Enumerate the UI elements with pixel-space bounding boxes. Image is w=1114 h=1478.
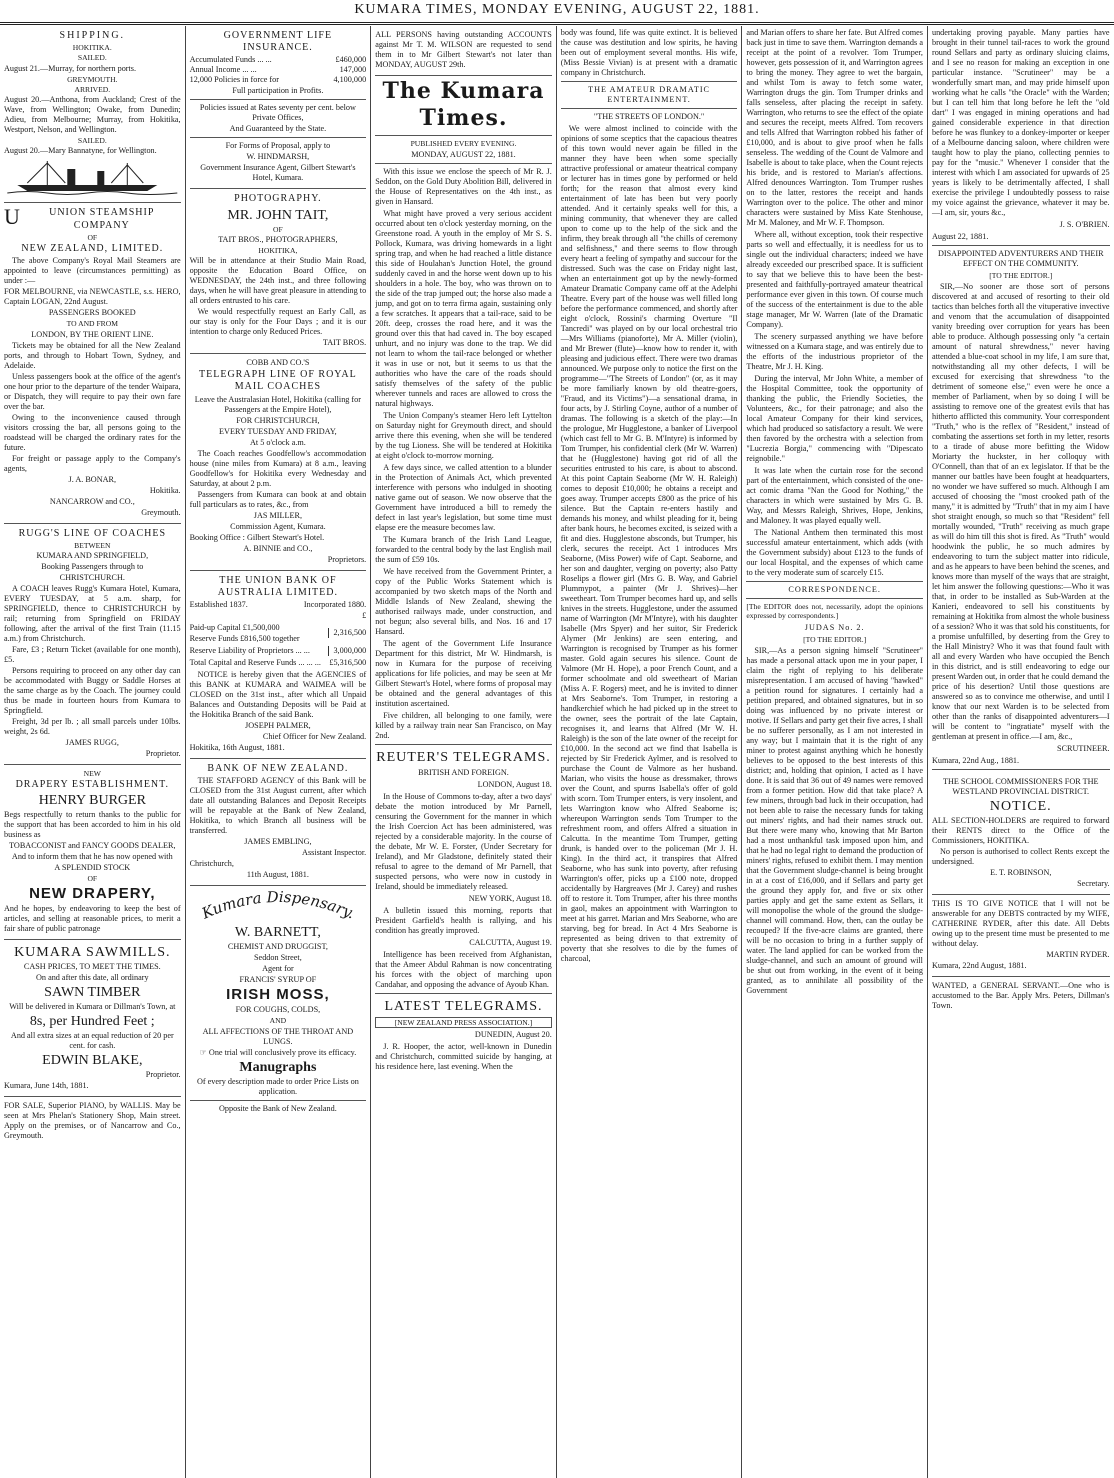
ad-text: A SPLENDID STOCK: [54, 863, 131, 873]
ad-title: BANK OF NEW ZEALAND.: [207, 762, 349, 774]
ad-text: FOR COUGHS, COLDS,: [235, 1005, 321, 1015]
ad-title: W. BARNETT,: [234, 925, 321, 941]
ad-text: Government Insurance Agent, Gilbert Stewart's Hotel, Kumara.: [200, 163, 356, 183]
article-paragraph: and Marian offers to share her fate. But Alfred comes back just in time to save them. Warrington demands a receipt at the point of a revolver. Tom Trumper, however, gets possession of it, and Warrington agrees to bring the money. They agree to wet the bargain, and whilst Tom is away to fetch some water, Warrington drugs the gin. Tom Trumper drinks and falls senseless, after placing the receipt in safety. Warrington, who returns to see the effect of the opiate and secures the receipt, meets Alfred. Tom recovers and tells Alfred that Warrington robbed his father of £10,000, and is about to give proof when he falls senseless. The wedding of the Count de Valmore and Isabelle is about to take place, when the Count rejects his bride, and is restored to Marian's affections. Alfred denounces Warrington. Tom Trumper rushes on to the latter, restores the receipt and hands Warrington over to the police. The other and minor characters were sustained by Miss Kate Stenhouse, Mr M. Maloney, and Mr W. F. Thompson.: [746, 28, 923, 227]
article-paragraph: Where all, without exception, took their respective parts so well and effectually, it is needless for us to single out the individual characters; indeed we have already exceeded our prescribed space. It is sufficient to say that we believe this to have been the best-presented and faithfully-portrayed amateur theatrical performance ever given in this town. Of course much of the success of the entertainment is due to the able stage manager, Mr W. Warren (late of the Dramatic Company).: [746, 230, 923, 329]
signature: EDWIN BLAKE,: [42, 1053, 143, 1069]
letter-paragraph: SIR,—No sooner are those sort of persons discovered at and accused of resorting to their old tactics than belches forth all the vituperative invective and venom that the accumulation of disappointed vanity breeding over corruption for years has been able to produce. Although possessing only "a certain amount of natural shrewdness," never having attended a blue-coat school in my life, I am sure that, notwithstanding all my other defects, I will be excused for exercising that shrewdness "to the detriment of someone else," even were he once a member of Parliament, when by so doing I will be assisting to remove one of the greatest evils that has hitherto afflicted this community. Your correspondent "Truth," who is the reflex of "Resident," instead of combating the assertions set forth in my letter, resorts to a tirade of abuse more befitting the Widow Moriarty the huckster, in her colloquy with O'Connell, than that of an ex legislator. If that be the manner our battles have been fought at headquarters, no wonder we have suffered so much. Although I am accused of choosing the "most crooked path of the many," it is admitted by "Truth" that in my aim I have shot straight enough, so much so that "Resident" fell mortally wounded, "Truth" receiving as much grape as will do him till this shot is fired. As "Truth" would hoodwink the public, he so much admires by endeavoring to turn the subject matter into ridicule, and as he appears to have been behind the scenes, and knows more than myself of the ways that are straight, let him answer the following questions:—Who it was that, in order to be installed as Sub-Warden at the Kanieri, endeavored to sell his constituents by remaining at Hokitika from almost the whole business of a session? Who it was that sold his constituents, for a promise unfulfilled, by deserting from the Grey to the Hall Ministry? Who it was that found fault with all and every Warden who have occupied the Bench in this district, and is still endeavoring to edge our present Warden out, in order that he could demand the price of his desertion? Until those questions are answered so as to convince me otherwise, and until I know that our next Warden is to be selected from other than the ranks of disappointed adventurers—I will be content to "ingratiate" myself with the gentleman at present in office.—I am, &c.,: [931, 282, 1110, 742]
article-paragraph: The National Anthem then terminated this most successful amateur entertainment, which adds (with the Government subsidy) about £123 to the funds of our local Hospital, and the expenses of which came to the very moderate sum of scarcely £15.: [746, 528, 923, 577]
ad-text: Hokitika, 16th August, 1881.: [189, 742, 285, 752]
ad-text: Booking Office : Gilbert Stewart's Hotel.: [189, 532, 325, 542]
dateline: LONDON, August 18.: [477, 779, 552, 789]
article-heading: THE AMATEUR DRAMATIC ENTERTAINMENT.: [588, 85, 711, 104]
ad-text: 11th August, 1881.: [246, 870, 309, 880]
signature: JAMES RUGG,: [65, 737, 119, 747]
ad-text: We would respectfully request an Early Call, as our stay is only for the Four Days ; and it is our intention to charge only Reduced Prices.: [189, 307, 367, 337]
ad-text: TAIT BROS., PHOTOGRAPHERS,: [218, 234, 338, 244]
ad-text: The Coach reaches Goodfellow's accommodation house (nine miles from Kumara) at 8 a.m., leaving Goodfellow's for Hokitika every Wednesday and Saturday, at about 2 p.m.: [189, 448, 367, 488]
ad-text: THIS IS TO GIVE NOTICE that I will not be answerable for any DEBTS contracted by my WIFE, CATHERINE RYDER, after this date. All Debts owing up to the present time must be presented to me without delay.: [931, 899, 1110, 949]
drapery-ad: [4, 765, 181, 940]
pointing-hand-icon: ☞: [199, 1047, 207, 1057]
signature: JAS MILLER,: [253, 510, 302, 520]
ad-text: ALL SECTION-HOLDERS are required to forward their RENTS direct to the Office of the Commissioners, HOKITIKA.: [931, 816, 1110, 846]
ad-text: 12,000 Policies in force for: [189, 75, 279, 85]
ad-text: FOR CHRISTCHURCH,: [236, 415, 320, 425]
column-2: [186, 26, 372, 1478]
ad-text: Opposite the Bank of New Zealand.: [219, 1103, 337, 1113]
ad-text: KUMARA AND SPRINGFIELD,: [36, 550, 149, 560]
ad-text: Full participation in Profits.: [232, 86, 324, 96]
ad-title: THE SCHOOL COMMISSIONERS FOR THE WESTLAND PROVINCIAL DISTRICT.: [942, 777, 1099, 797]
ad-text: For Forms of Proposal, apply to: [225, 141, 331, 151]
article-paragraph: It was late when the curtain rose for the second part of the entertainment, which consisted of the one-act comic drama "Nan the Good for Nothing," the characters in which were sustained by Mrs G. B. Way, and Messrs Raleigh, Shrives, Hope, Jenkins, and Maloney. It was played equally well.: [746, 466, 923, 525]
article-paragraph: J. R. Hooper, the actor, well-known in Dunedin and Christchurch, committed suicide by hanging, at his residence here, last evening. When the: [375, 1042, 552, 1072]
letter-address: [TO THE EDITOR.]: [803, 634, 867, 644]
article-subheading: "THE STREETS OF LONDON.": [593, 112, 705, 121]
reuters-heading: REUTER'S TELEGRAMS.: [376, 749, 551, 765]
union-bank-ad: [190, 571, 367, 759]
signature: JOSEPH PALMER,: [245, 720, 311, 730]
ad-text: BETWEEN: [74, 540, 111, 550]
ad-value: £460,000: [335, 55, 367, 65]
ad-text: Kumara, 22nd August, 1881.: [931, 961, 1027, 971]
ad-title: RUGG'S LINE OF COACHES: [18, 527, 167, 539]
signature: JAMES EMBLING,: [244, 837, 312, 847]
ad-text: HOKITIKA,: [258, 245, 298, 255]
ad-value: 2,316,500: [328, 628, 366, 638]
shipping-title: SHIPPING.: [59, 30, 126, 41]
ad-title: Manugraphs: [239, 1059, 317, 1075]
newspaper-nameplate: The Kumara Times.: [382, 78, 545, 131]
press-association-label: [NEW ZEALAND PRESS ASSOCIATION.]: [375, 1017, 552, 1028]
letter-heading: DISAPPOINTED ADVENTURERS AND THEIR EFFECT ON THE COMMUNITY.: [937, 249, 1104, 268]
signature: A. BINNIE and CO.,: [243, 543, 313, 553]
ad-text: Reserve Liability of Proprietors ... ...: [189, 645, 310, 655]
ad-text: Booking Passengers through to: [41, 561, 144, 571]
ad-text: Policies issued at Rates seventy per cent. below Private Offices,: [199, 103, 356, 123]
signature: Chief Officer for New Zealand.: [262, 731, 367, 741]
rugg-coaches-ad: [4, 524, 181, 765]
ad-text: And to inform them that he has now opened with: [11, 852, 173, 862]
cobb-coaches-ad: [190, 354, 367, 570]
dateline: DUNEDIN, August 20.: [474, 1030, 552, 1040]
ad-text: Christchurch,: [189, 859, 234, 869]
ad-text: LONDON, BY THE ORIENT LINE.: [31, 329, 154, 339]
ad-text: Of every description made to order Price Lists on application.: [196, 1076, 359, 1096]
piano-ad: [4, 1097, 181, 1146]
ad-text: OF: [273, 224, 283, 234]
port-hokitika: HOKITIKA.: [72, 43, 112, 53]
signature: W. HINDMARSH,: [246, 152, 310, 162]
ad-text: Incorporated 1880.: [303, 599, 367, 609]
ad-text: CASH PRICES, TO MEET THE TIMES.: [23, 962, 161, 972]
ad-text: AND: [269, 1016, 287, 1026]
letter-date: August 22, 1881.: [931, 232, 989, 241]
signature: Secretary.: [1077, 879, 1110, 889]
ad-value: £5,316,500: [329, 657, 367, 667]
ad-text: FRANCIS' SYRUP OF: [239, 975, 317, 985]
ad-text: NEW: [83, 768, 101, 778]
signature: Hokitika.: [149, 485, 181, 495]
ad-text: A COACH leaves Rugg's Kumara Hotel, Kumara, EVERY TUESDAY, at 5 a.m. sharp, for SPRINGFIELD, thence to CHRISTCHURCH by rail; returning from Springfield on FRIDAY following, after the arrival of the first Train (11.15 a.m.) from Christchurch.: [4, 583, 181, 643]
government-life-ad: [190, 26, 367, 189]
article-paragraph: The scenery surpassed anything we have before witnessed on a Kumara stage, and was entirely due to the efforts of the industrious proprietor of the Theatre, Mr J. H. King.: [746, 332, 923, 371]
ad-title: DRAPERY ESTABLISHMENT.: [15, 779, 170, 791]
ad-title: THE UNION BANK OF AUSTRALIA LIMITED.: [217, 574, 338, 598]
article-paragraph: With this issue we enclose the speech of Mr R. J. Seddon, on the Gold Duty Abolition Bill, delivered in the House of Representatives on the 4th inst., as given in Hansard.: [375, 166, 552, 206]
steamship-icon: [4, 157, 181, 195]
ad-text: Freight, 3d per lb. ; all small parcels under 10lbs. weight, 2s 6d.: [4, 716, 181, 736]
wanted-ad: [932, 977, 1110, 1016]
shipping-notice: [4, 26, 181, 203]
article-paragraph: The Kumara branch of the Irish Land League, forwarded to the central body by the last English mail the sum of £59 10s.: [375, 534, 552, 564]
port-greymouth: GREYMOUTH.: [67, 74, 118, 84]
photography-ad: [190, 189, 367, 354]
column-6: [928, 26, 1114, 1478]
ad-text: Accumulated Funds ... ...: [189, 55, 272, 65]
signature: NANCARROW and CO.,: [49, 496, 135, 506]
ad-text: Begs respectfully to return thanks to the public for the support that has been accorded to him in his old business as: [4, 810, 181, 840]
bank-nz-ad: [190, 759, 367, 886]
ad-value: 3,000,000: [328, 646, 366, 656]
column-1: [0, 26, 186, 1478]
signature: TAIT BROS.: [322, 338, 367, 348]
letter-heading: JUDAS No. 2.: [804, 622, 865, 632]
ad-text: For freight or passage apply to the Company's agents,: [4, 453, 181, 473]
published-line: PUBLISHED EVERY EVENING.: [410, 138, 517, 148]
editor-note: [The EDITOR does not, necessarily, adopt the opinions expressed by correspondents.]: [746, 602, 923, 621]
sailed-label: SAILED.: [77, 136, 107, 146]
ad-title: NEW ZEALAND, LIMITED.: [21, 243, 164, 255]
signature: Assistant Inspector.: [302, 848, 367, 858]
ad-text: CHEMIST AND DRUGGIST,: [227, 942, 328, 952]
column-3: [371, 26, 557, 1478]
section-subheading: BRITISH AND FOREIGN.: [418, 767, 509, 777]
newspaper-page: [0, 26, 1114, 1478]
ad-text: FOR MELBOURNE, via NEWCASTLE, s.s. HERO, Captain LOGAN, 22nd August.: [4, 287, 181, 307]
letter-address: [TO THE EDITOR.]: [989, 271, 1053, 280]
ad-text: Tickets may be obtained for all the New Zealand ports, and through to Hobart Town, Sydney, and Adelaide.: [4, 340, 181, 370]
dateline: CALCUTTA, August 19.: [469, 937, 552, 947]
article-paragraph: Intelligence has been received from Afghanistan, that the Ameer Abdul Rahman is now concentrating his forces with the object of marching upon Candahar, and opposing the advance of Ayoub Khan.: [375, 949, 552, 989]
article-paragraph: A few days since, we called attention to a blunder in the Protection of Animals Act, which prevented interference with persons who indulged in shooting native game out of season. We now observe that the Government have introduced a bill to remedy the defect in last year's legislation, but some time must elapse ere the measure becomes law.: [375, 462, 552, 532]
ad-text: Established 1837.: [189, 599, 248, 609]
ad-title: HENRY BURGER: [38, 793, 146, 809]
ad-text: Will be in attendance at their Studio Main Road, opposite the Education Board Office, on WEDNESDAY, the 24th inst., and three following days, when he will have great pleasure in attending to all orders entrusted to his care.: [189, 256, 367, 306]
correspondence-heading: CORRESPONDENCE.: [788, 585, 881, 594]
dispensary-ad: [190, 886, 367, 1119]
signature: E. T. ROBINSON,: [990, 868, 1052, 878]
ad-text: Total Capital and Reserve Funds ... ... ...: [189, 657, 321, 667]
sailed-label: SAILED.: [77, 53, 107, 63]
ryder-notice: [932, 895, 1110, 977]
ad-text: Owing to the inconvenience caused through visitors crossing the bar, all persons going to the roadstead will be charged the ordinary rates for the future.: [4, 412, 181, 452]
shipping-entry: August 20.—Mary Bannatyne, for Wellington.: [4, 146, 157, 156]
ad-text: £: [362, 610, 367, 620]
ad-text: THE STAFFORD AGENCY of this Bank will be CLOSED from the 31st August current, after which date all outstanding Balances and Deposit Receipts will be repayable at the Bank of New Zealand, Hokitika, to which Branch all business will be transferred.: [189, 776, 367, 836]
ad-title: MR. JOHN TAIT,: [227, 207, 329, 223]
ad-text: PASSENGERS BOOKED: [48, 308, 136, 318]
article-paragraph: The agent of the Government Life Insurance Department for this district, Mr W. Hindmarsh, is now in Kumara for the purpose of receiving applications for life policies, and may be seen at Mr Gilbert Stewart's Hotel, where forms of proposal may be obtained and the general advantages of this institution ascertained.: [375, 638, 552, 708]
signature: J. A. BONAR,: [68, 474, 117, 484]
ad-value: 4,100,000: [333, 75, 367, 85]
issue-date: MONDAY, AUGUST 22, 1881.: [411, 149, 516, 159]
ad-title: TELEGRAPH LINE OF ROYAL MAIL COACHES: [199, 369, 357, 393]
ad-text: Paid-up Capital £1,500,000: [189, 622, 280, 632]
svg-text:Kumara Dispensary.: Kumara Dispensary.: [198, 889, 358, 923]
ad-text: Fare, £3 ; Return Ticket (available for one month), £5.: [4, 644, 181, 664]
signature: SCRUTINEER.: [1057, 744, 1110, 754]
ad-text: OF: [87, 874, 98, 884]
ad-text: FOR SALE, Superior PIANO, by WALLIS. May be seen at Mrs Phelan's Stationery Shop, Main street. Apply on the premises, or of Nancarrow and Co., Greymouth.: [4, 1101, 181, 1141]
union-steamship-ad: U UNION STEAMSHIP COMPANY OF NEW ZEALAND, LIMITED. The above Company's Royal Mail Steamers are appointed to leave (circumstances permitting) as under :— FOR MELBOURNE, via NEWCASTLE, s.s. HERO, Captain LOGAN, 22nd August. PASSENGERS BOOKED TO AND FROM LONDON, BY THE ORIENT LINE. Tickets may be obtained for all the New Zealand ports, and through to Hobart Town, Sydney, and Adelaide. Unless passengers book at the office of the agent's one hour prior to the departure of the tender Waipara, or Dispatch, they will require to pay their own fare over the bar. Owing to the inconvenience caused through visitors crossing the bar, all persons going to the roadstead will be charged the ordinary rates for the future. For freight or passage apply to the Company's agents, J. A. BONAR, Hokitika. NANCARROW and CO., Greymouth.: [4, 203, 181, 523]
article-paragraph: We were almost inclined to coincide with the opinions of some sceptics that the capacious theatres of this town would never again be filled in the manner they have been when some specially attractive professional or amateur theatrical company or lecturer has in times gone by performed or held forth; for the reason that almost every kind entertainment of late has been but very poorly attended. And it certainly speaks well for this, a mining community, that whenever they are called upon to come up to the help of the sick and the infirm, they break through all "the chills of ceremony and selfishness," and there seems to flow through every heart a feeling of sympathy and succour for the distressed. Such was the case on Friday night last, when an entertainment got up by the newly-formed Amateur Dramatic Company came off at the Adelphi Theatre. Every part of the house was well filled long before the performance commenced, and shortly after eight o'clock, Rossini's charming Overture "Il Tancredi" was played on by our local orchestral trio—Mrs Williams (pianoforte), Mr A. Miller (violin), and Mr Brewer (flute)—know how to render it, with pleasing and judicious effect. There were two dramas announced. We purpose only to notice the first on the programme—"The Streets of London" (or, as it may be more familiarly known by old theatre-goers, "Fraud, and its Victims")—a sensational drama, in four acts, by J. Stirling Coyne, author of a number of dramas. The following is a sketch of the play:—In the prologue, Mr Hugglestone, a banker of Liverpool (which cast fell to Mr G. B. M'Intyre) is informed by Tom Trumper, his confidential clerk (Mr W. Warren) that he (Hugglestone) having got rid of all the securities entrusted to his care, is about to abscond. At this point Captain Seaborne (Mr W. H. Raleigh) comes to deposit £10,000; he obtains a receipt and goes away. Trumper accepts £800 as the price of his silence. But the Captain re-enters hastily and demands his money, and whilst pleading for it, being after bank hours, he becomes excited, is seized with a fit and dies. Hugglestone absconds, but Trumper, his clerk, secures the receipt. Act 1 introduces Mrs Seaborne, (Miss Power) wife of Capt. Seaborne, and her son and daughter, verging on poverty; also Patty Roselips a flower girl (Mrs G. B. Way, and Gabriel Plummypot, a painter (Mr J. Shrives)—her sweetheart. Tom Trumper becomes hard up, and sells knives in the streets. Hugglestone, under the assumed name of Warrington (Mr M'Intyre), with his daughter Isabelle (Mrs Spyer) and her suitor, Sir Frederick Alymer (Mr Jenkins) are seen entering, and Warrington is recognised by Trumper as his former master. Gold again secures his silence. Count de Valmore (Mr H. Hope), a poor French Count, and a former schoolmate and old sweetheart of Marian (Miss A. F. Rogers) meet, and he is invited to dinner at Mrs Seaborne's. Tom Trumper, in restoring a handkerchief which he had picked up in the street to the owner, sees the portrait of the late Captain, recognises it, and learns that Alfred (Mr W. H. Raleigh) is the son of the late owner of the receipt for £10,000. In the second act we find that Isabella is rejected by Sir Frederick Aylmer, and is resolved to purchase the Count de Valmore as her husband. Marian, who visits the house as dressmaker, throws over the Count, and spurns Isabella's offer of gold with scorn. Tom Trumper enters, is very insolent, and lets Warrington know who Alfred Seaborne is; whereupon Warrington sends Tom Trumper to the refreshment room, and offers Alfred a situation in Calcutta. In the meantime Tom Trumper, getting drunk, is handed over to the policeman (Mr J. H. King). In the third act, it transpires that Alfred Seaborne, who has sunk into poverty, after refusing Warrington's offer, picks up a £100 note, dropped accidentally by Hargreaves (Mr J. Carey) and rushes off to restore it. Tom Trumper, after his three months in gaol, makes an appointment with Warrington to meet at his garret. Marian and Mrs Seaborne, who are starving, beg for bread. In Act 4 Mrs Seaborne is represented as being driven to that extremity of poverty that she resolves to die by the fumes of charcoal,: [560, 124, 738, 963]
ad-title: SAWN TIMBER: [44, 985, 141, 1001]
dispensary-arched-title: [190, 889, 367, 923]
ad-text: Will be delivered in Kumara or Dillman's Town, at: [9, 1002, 176, 1012]
ad-value: 147,000: [339, 65, 367, 75]
signature: Proprietor.: [145, 748, 181, 758]
article-paragraph: Five children, all belonging to one family, were killed by a railway train near San Francisco, on May 2nd.: [375, 710, 552, 740]
ad-title: IRISH MOSS,: [226, 986, 330, 1004]
ad-text: And all extra sizes at an equal reduction of 20 per cent. for cash.: [10, 1031, 174, 1051]
ad-title: NEW DRAPERY,: [29, 884, 156, 902]
ad-text: Persons requiring to proceed on any other day can be accommodated with Buggy or Saddle Horses at the same charge as by the Coach. The journey could thus be made in fourteen hours from Kumara to Springfield.: [4, 665, 181, 715]
ad-text: One trial will conclusively prove its efficacy.: [208, 1047, 357, 1057]
ad-title: NOTICE.: [989, 799, 1052, 815]
shipping-entry: August 20.—Anthona, from Auckland; Crest of the Wave, from Wellington; Owake, from Dunedin; Adieu, from Melbourne; Murray, from Hokitika, Westport, Nelson, and Wellington.: [4, 95, 181, 135]
signature: Proprietor.: [145, 1070, 181, 1080]
ad-text: And he hopes, by endeavoring to keep the best of articles, and selling at reasonable prices, to merit a fair share of public patronage: [4, 904, 181, 933]
ad-text: On and after this date, all ordinary: [36, 973, 149, 983]
ad-text: And Guaranteed by the State.: [229, 124, 327, 134]
ad-text: OF: [87, 232, 98, 242]
article-paragraph: body was found, life was quite extinct. It is believed the cause was destitution and low spirits, he having been out of employment several months. His wife, (Miss Bessie Vivian) is at present with a dramatic company in Christchurch.: [560, 28, 738, 77]
ad-title: UNION STEAMSHIP COMPANY: [49, 207, 155, 231]
ad-title: KUMARA SAWMILLS.: [14, 945, 171, 960]
masthead: KUMARA TIMES, MONDAY EVENING, AUGUST 22, 1881.: [0, 0, 1114, 25]
article-paragraph: In the House of Commons to-day, after a two days' debate the motion introduced by Mr Parnell, censuring the Government for the manner in which the Irish Coercion Act has been administered, was rejected by a considerable majority. In the course of the debate, Mr W. E. Forster, (Under Secretary for Ireland), and Mr Gladstone, definitely stated their refusal to agree to the demand of Mr Parnell, that suspected persons, who were now in custody in Ireland, should be immediately released.: [375, 791, 552, 891]
shipping-entry: August 21.—Murray, for northern ports.: [4, 63, 137, 73]
signature: MARTIN RYDER.: [1046, 950, 1110, 960]
article-paragraph: The Union Company's steamer Hero left Lyttelton on Saturday night for Greymouth direct, and should arrive there this evening, when she will be tendered by the tug Lioness. She will be tendered at Hokitika at eight o'clock to-morrow morning.: [375, 410, 552, 460]
arrived-label: ARRIVED.: [74, 84, 111, 94]
ad-text: Seddon Street,: [254, 953, 302, 963]
ad-text: The above Company's Royal Mail Steamers are appointed to leave (circumstances permitting) as under :—: [4, 256, 181, 286]
column-5: [742, 26, 928, 1478]
ad-text: Passengers from Kumara can book at and obtain full particulars as to rates, &c., from: [189, 489, 367, 509]
wilson-notice: [375, 26, 552, 76]
letter-date: Kumara, 22nd Aug., 1881.: [931, 756, 1020, 766]
ad-text: NOTICE is hereby given that the AGENCIES of this BANK at KUMARA and WAIMEA will be CLOSED on the 31st inst., after which all Unpaid Balances and Outstanding Deposits will be Paid at the Hokitika Branch of the said Bank.: [189, 669, 367, 719]
article-paragraph: We have received from the Government Printer, a copy of the Public Works Statement which is accompanied by two sketch maps of the North and Middle Islands of New Zealand, shewing the authorised railways made, under construction, and not begun; also several bills, and Nos. 16 and 17 Hansard.: [375, 566, 552, 636]
ad-title: COBB AND CO.'S: [246, 358, 310, 368]
ad-text: WANTED, a GENERAL SERVANT.—One who is accustomed to the Bar. Apply Mrs. Peters, Dillman's Town.: [931, 981, 1110, 1011]
ad-text: Kumara, June 14th, 1881.: [4, 1081, 89, 1091]
ad-text: At 5 o'clock a.m.: [249, 437, 306, 447]
ad-text: EVERY TUESDAY AND FRIDAY,: [219, 426, 337, 436]
ad-text: Annual Income ... ...: [189, 65, 257, 75]
signature: Greymouth.: [141, 507, 181, 517]
ad-text: TO AND FROM: [66, 319, 118, 329]
ad-text: Reserve Funds £816,500 together: [189, 633, 300, 643]
dateline: NEW YORK, August 18.: [468, 893, 552, 903]
signature: Proprietors.: [327, 554, 367, 564]
signature: J. S. O'BRIEN.: [1059, 220, 1110, 229]
ad-text: Leave the Australasian Hotel, Hokitika (calling for Passengers at the Empire Hotel),: [194, 394, 361, 414]
ad-text: Unless passengers book at the office of the agent's one hour prior to the departure of the tender Waipara, or Dispatch, they will require to pay their own fare over the bar.: [4, 371, 181, 411]
article-paragraph: During the interval, Mr John White, a member of the Hospital Committee, took the opportunity of thanking the public, the Friendly Societies, the Volunteers, &c., for their patronage; and also the local Amateur Company for their kind services, which had produced so satisfactory a result. We were then favored by the orchestra with a selection from "Lucrezia Borgia," commencing with "Dipescato reignobile.": [746, 374, 923, 463]
article-paragraph: What might have proved a very serious accident occurred about ten o'clock yesterday morning, on the Greenstone road. A youth in the employ of Mr S. S. Pollock, Kumara, was driving homewards in a light spring trap, and when he had reached a little distance this side of Houlahan's Junction Hotel, the ground suddenly caved in and the horse went down up to his shoulders in a hole. The boy, who was thrown on to the side of the trap jumped out; the horse also made a jump, and got on to terra firma again, sustaining only a few scratches. It appears that a tail-race, said to be 20ft. deep, crosses the road here, and it was the ground over this that had caved in. The boy escaped unhurt, and no injury was done to the trap. We did not learn to whom the tail-race belonged or whether it was in use or not, but it seems to us that the authorities who have the care of the roads should satisfy themselves of the safety of the public wherever tunnels and races are allowed to cross the natural highways.: [375, 208, 552, 408]
sawmills-ad: [4, 940, 181, 1097]
ad-text: ALL AFFECTIONS OF THE THROAT AND LUNGS.: [202, 1026, 354, 1046]
ad-text: TOBACCONIST and FANCY GOODS DEALER,: [9, 841, 176, 851]
school-commissioners-notice: [932, 773, 1110, 895]
ad-title: 8s, per Hundred Feet ;: [29, 1014, 155, 1030]
ad-text: ALL PERSONS having outstanding ACCOUNTS against Mr T. M. WILSON are requested to send them in to Mr Gilbert Stewart's not later than MONDAY, AUGUST 29th.: [375, 30, 552, 69]
column-4: [557, 26, 743, 1478]
ad-text: No person is authorised to collect Rents except the undersigned.: [931, 847, 1110, 867]
letter-paragraph: undertaking proving payable. Many parties have brought in their tunnel tail-races to work the ground round Sellars and party as ordinary sluicing claims, and I see no reason for making an exception in one particular instance. "Scrutineer" may be a wonderfully smart man, and may pride himself upon working what he calls "the Oracle" with the Warden; but I can tell him that long before he left the "old dart" I was engaged in mining operations and had gained considerable experience in that direction before he was flunkey to a donkey-importer or keeper of a Melbourne dancing saloon, where children were taught how to play the piano, collecting pennies to pay for the "music." Whenever I consider that the interest with which I am associated for upwards of 25 years is likely to be detrimentally affected, I shall exercise the privilege I undoubtedly possess to raise my voice against the grievance, whatever it may be.—I am, sir, yours &c.,: [931, 28, 1110, 217]
letter-paragraph: SIR,—As a person signing himself "Scrutineer" has made a personal attack upon me in your paper, I claim the right of replying to his deliberate misrepresentation. I am accused of having "hawked" a petition round for signatures. I certainly had a petition prepared, and obtained signatures, but in so doing was influenced by no private interest or motive. If Sellars and party get their five acres, I shall be no sufferer personally, as I am not interested in any way; but I maintain that it is the right of any miner to protest against anything which he honestly believes to be opposed to the best interests of this district; and, holding that opinion, I acted as I have done. It is said that 36 out of 49 names were removed from a former petition. How did that take place? A few miners, through bad luck in their occupation, had not been able to raise the necessary funds for taking out miners' rights, and had their names struck out. But there were many who, knowing that Mr Barton had a most unthankful task imposed upon him, and that he had no legal right to demand the production of miners' rights, refused to exhibit them. I may mention that the Government sludge-channel is being brought in at a cost of £16,000, and if Sellars and party get the ground they apply for, and five or six other parties apply and get the same extent as Sellars, it will monopolise the whole of the ground the sludge-channel will command. How, then, can the outlay be recouped? If the five-acre claims are granted, there will be no occasion to bring in a further supply of water. The land applied for can be worked from the sludge-channel, and such an amount of ground will be shut out from working, in the event of it being granted, as to annihilate all possibility of the Government: [746, 645, 923, 995]
ad-text: Agent for: [262, 964, 294, 974]
ad-text: Commission Agent, Kumara.: [230, 521, 326, 531]
latest-telegrams-heading: LATEST TELEGRAMS.: [384, 998, 543, 1014]
ad-text: CHRISTCHURCH.: [59, 572, 125, 582]
article-paragraph: A bulletin issued this morning, reports that President Garfield's health is rallying, and his condition has greatly improved.: [375, 905, 552, 935]
ad-title: PHOTOGRAPHY.: [234, 193, 322, 205]
ad-title: GOVERNMENT LIFE INSURANCE.: [223, 30, 333, 54]
